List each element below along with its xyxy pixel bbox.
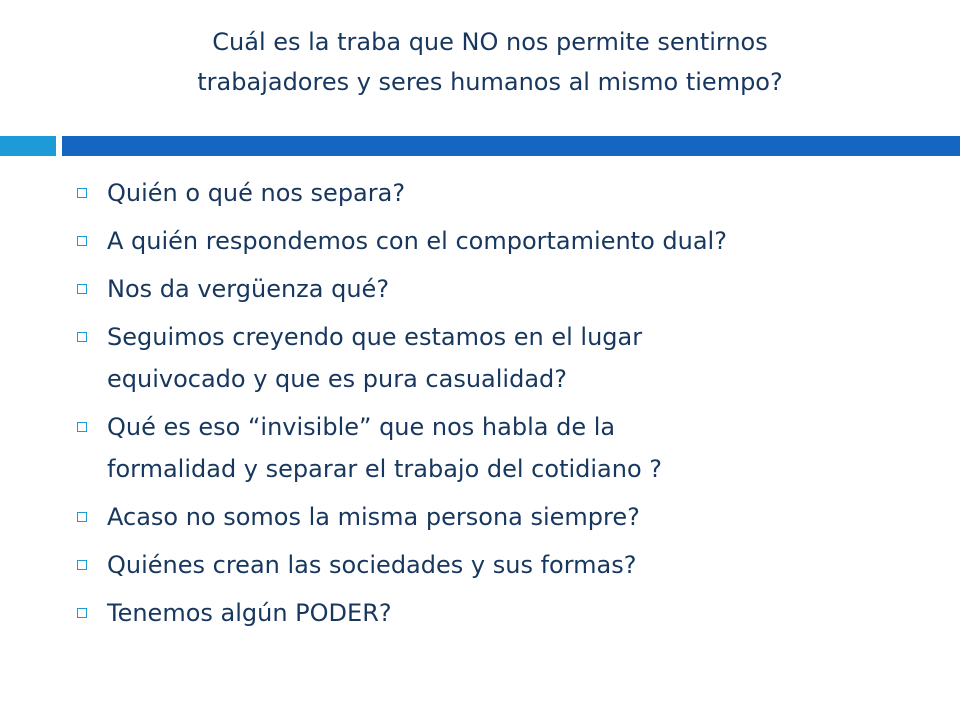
list-item bbox=[0, 496, 960, 538]
bullet-text: Acaso no somos la misma persona siempre? bbox=[107, 503, 640, 531]
bullet-text: Seguimos creyendo que estamos en el lugar equivocado y que es pura casualidad? bbox=[107, 323, 643, 393]
list-item bbox=[0, 316, 960, 400]
list-item bbox=[0, 268, 960, 310]
list-item bbox=[0, 592, 960, 634]
title-line-1: Cuál es la traba que NO nos permite sentirnos bbox=[212, 28, 768, 56]
list-item bbox=[0, 172, 960, 214]
header-rule-accent bbox=[0, 136, 56, 156]
hollow-square-icon bbox=[77, 608, 87, 618]
hollow-square-icon bbox=[77, 236, 87, 246]
bullet-list bbox=[0, 172, 960, 640]
bullet-text: A quién respondemos con el comportamiento dual? bbox=[107, 227, 727, 255]
hollow-square-icon bbox=[77, 422, 87, 432]
title-line-2: trabajadores y seres humanos al mismo tiempo? bbox=[197, 68, 783, 96]
header-rule-bar bbox=[62, 136, 960, 156]
slide-title bbox=[130, 22, 850, 102]
bullet-text: Qué es eso “invisible” que nos habla de la formalidad y separar el trabajo del cotidiano ? bbox=[107, 413, 663, 483]
list-item bbox=[0, 406, 960, 490]
hollow-square-icon bbox=[77, 284, 87, 294]
hollow-square-icon bbox=[77, 332, 87, 342]
hollow-square-icon bbox=[77, 560, 87, 570]
list-item bbox=[0, 220, 960, 262]
bullet-text: Tenemos algún PODER? bbox=[107, 599, 392, 627]
bullet-text: Nos da vergüenza qué? bbox=[107, 275, 390, 303]
hollow-square-icon bbox=[77, 512, 87, 522]
bullet-text: Quién o qué nos separa? bbox=[107, 179, 406, 207]
bullet-text: Quiénes crean las sociedades y sus formas? bbox=[107, 551, 637, 579]
list-item bbox=[0, 544, 960, 586]
hollow-square-icon bbox=[77, 188, 87, 198]
